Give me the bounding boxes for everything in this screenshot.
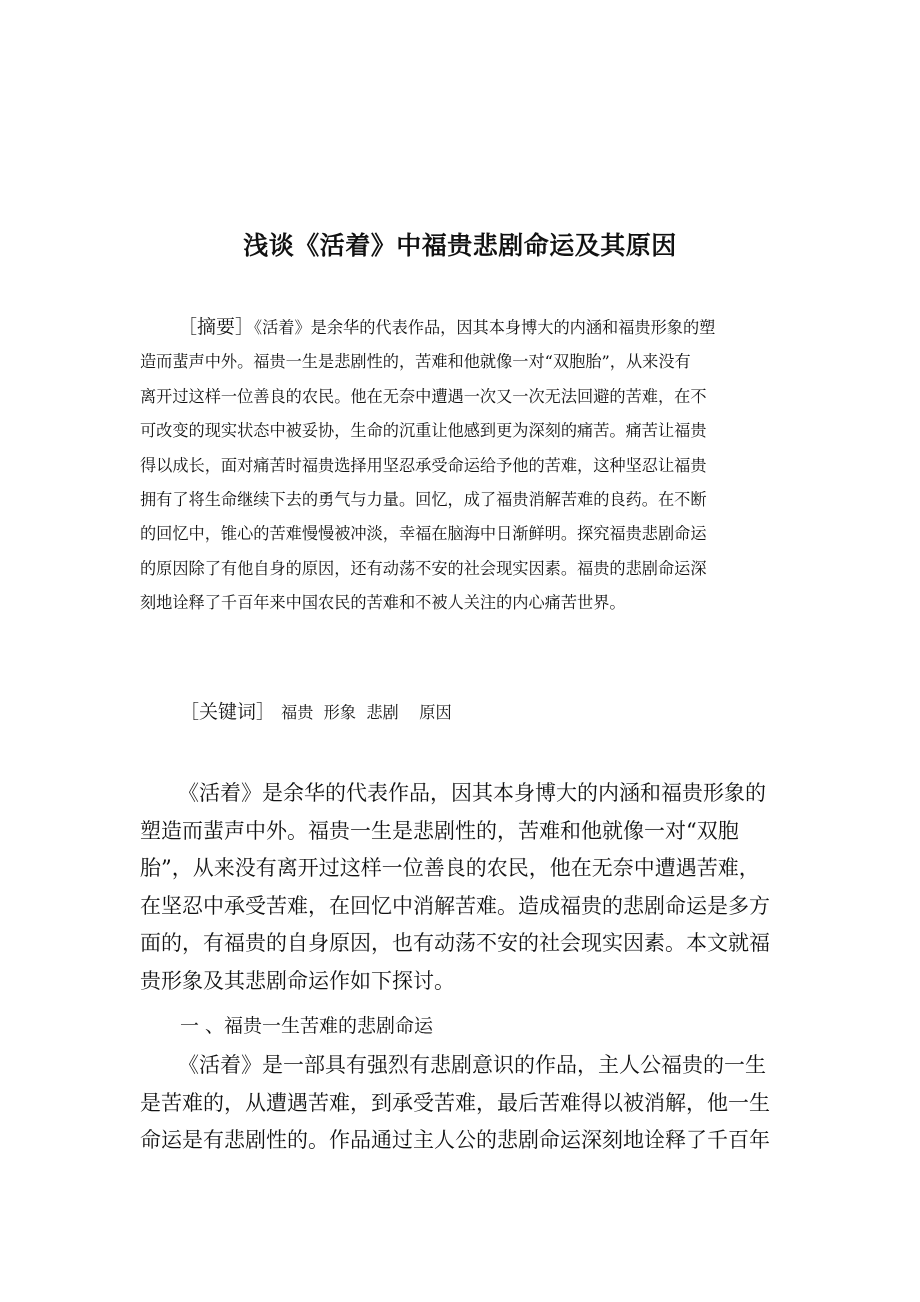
- intro-line: 塑造而蜚声中外。福贵一生是悲剧性的，苦难和他就像一对“双胞: [140, 818, 739, 843]
- abstract-paragraph: [140, 310, 785, 621]
- intro-line: 《活着》是余华的代表作品，因其本身博大的内涵和福贵形象的: [178, 781, 766, 805]
- abstract-line: ［摘要］《活着》是余华的代表作品，因其本身博大的内涵和福贵形象的塑: [178, 316, 716, 338]
- section-line: 《活着》是一部具有强烈有悲剧意识的作品，主人公福贵的一生: [178, 1053, 766, 1077]
- intro-line: 胎”，从来没有离开过这样一位善良的农民，他在无奈中遭遇苦难，: [140, 856, 760, 881]
- section-paragraph: [140, 1047, 785, 1160]
- intro-line: 在坚忍中承受苦难，在回忆中消解苦难。造成福贵的悲剧命运是多方: [140, 893, 770, 918]
- abstract-line: 可改变的现实状态中被妥协，生命的沉重让他感到更为深刻的痛苦。痛苦让福贵: [140, 421, 707, 441]
- intro-line: 贵形象及其悲剧命运作如下探讨。: [140, 968, 455, 993]
- abstract-line: 造而蜚声中外。福贵一生是悲剧性的，苦难和他就像一对“双胞胎”，从来没有: [140, 352, 691, 372]
- abstract-line: 刻地诠释了千百年来中国农民的苦难和不被人关注的内心痛苦世界。: [140, 593, 626, 613]
- keywords-line: [180, 697, 452, 728]
- document-title: 浅谈《活着》中福贵悲剧命运及其原因: [243, 231, 677, 260]
- abstract-line: 离开过这样一位善良的农民。他在无奈中遭遇一次又一次无法回避的苦难，在不: [140, 386, 707, 406]
- abstract-line: 的原因除了有他自身的原因，还有动荡不安的社会现实因素。福贵的悲剧命运深: [140, 558, 707, 578]
- abstract-line: 得以成长，面对痛苦时福贵选择用坚忍承受命运给予他的苦难，这种坚忍让福贵: [140, 455, 707, 475]
- keywords-text: 福贵 形象 悲剧 原因: [281, 703, 452, 722]
- section-line: 是苦难的，从遭遇苦难，到承受苦难，最后苦难得以被消解，他一生: [140, 1090, 770, 1115]
- keywords-label: ［关键词］: [180, 701, 276, 723]
- section-line: 命运是有悲剧性的。作品通过主人公的悲剧命运深刻地诠释了千百年: [140, 1128, 770, 1153]
- abstract-label: ［摘要］: [178, 316, 255, 338]
- intro-line: 面的，有福贵的自身原因，也有动荡不安的社会现实因素。本文就福: [140, 931, 770, 956]
- section-heading: 一 、福贵一生苦难的悲剧命运: [180, 1015, 434, 1037]
- abstract-line: 的回忆中，锥心的苦难慢慢被冲淡，幸福在脑海中日渐鲜明。探究福贵悲剧命运: [140, 524, 707, 544]
- abstract-line: 拥有了将生命继续下去的勇气与力量。回忆，成了福贵消解苦难的良药。在不断: [140, 490, 707, 510]
- intro-paragraph: [140, 775, 785, 1001]
